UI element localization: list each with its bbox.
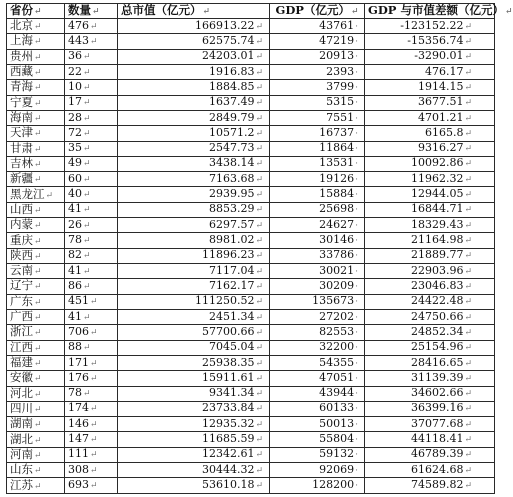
cell-diff: 11962.32↵ (365, 172, 495, 187)
cell-gdp: 43944· (270, 386, 365, 401)
cell-market-cap: 9341.34↵ (118, 386, 270, 401)
cell-count: 111↵ (65, 447, 118, 462)
cell-market-cap: 25938.35↵ (118, 355, 270, 370)
cell-diff: 37077.68↵ (365, 417, 495, 432)
cell-market-cap: 7117.04↵ (118, 264, 270, 279)
cell-count: 49↵ (65, 156, 118, 171)
cell-gdp: 13531· (270, 156, 365, 171)
cell-diff: 25154.96↵ (365, 340, 495, 355)
cell-market-cap: 53610.18↵ (118, 478, 270, 494)
cell-diff: 21889.77↵ (365, 248, 495, 263)
cell-market-cap: 24203.01↵ (118, 49, 270, 64)
cell-count: 171↵ (65, 355, 118, 370)
cell-market-cap: 8853.29↵ (118, 202, 270, 217)
cell-count: 35↵ (65, 141, 118, 156)
cell-diff: 36399.16↵ (365, 401, 495, 416)
cell-diff: 6165.8↵ (365, 126, 495, 141)
table-header-row (7, 4, 495, 19)
table-row (7, 80, 495, 95)
table-row (7, 309, 495, 324)
header-gdp: GDP（亿元）↵ (270, 4, 365, 19)
cell-diff: 28416.65↵ (365, 355, 495, 370)
cell-province: 河北↵ (7, 386, 65, 401)
cell-count: 41↵ (65, 202, 118, 217)
cell-province: 上海↵ (7, 34, 65, 49)
cell-diff: 21164.98↵ (365, 233, 495, 248)
cell-gdp: 128200· (270, 478, 365, 494)
cell-market-cap: 3438.14↵ (118, 156, 270, 171)
table-row (7, 294, 495, 309)
header-market-cap: 总市值（亿元）↵ (118, 4, 270, 19)
cell-gdp: 47051· (270, 371, 365, 386)
cell-diff: 24750.66↵ (365, 309, 495, 324)
cell-gdp: 30021· (270, 264, 365, 279)
cell-market-cap: 166913.22↵ (118, 19, 270, 34)
cell-diff: 34602.66↵ (365, 386, 495, 401)
cell-count: 82↵ (65, 248, 118, 263)
cell-province: 新疆↵ (7, 172, 65, 187)
cell-count: 308↵ (65, 463, 118, 478)
cell-province: 湖北↵ (7, 432, 65, 447)
cell-province: 云南↵ (7, 264, 65, 279)
cell-count: 147↵ (65, 432, 118, 447)
table-row (7, 248, 495, 263)
cell-gdp: 11864· (270, 141, 365, 156)
table-row (7, 447, 495, 462)
cell-count: 60↵ (65, 172, 118, 187)
cell-province: 广西↵ (7, 309, 65, 324)
cell-market-cap: 15911.61↵ (118, 371, 270, 386)
table-row (7, 355, 495, 370)
cell-gdp: 27202· (270, 309, 365, 324)
cell-gdp: 24627· (270, 218, 365, 233)
table-row (7, 218, 495, 233)
cell-gdp: 59132· (270, 447, 365, 462)
table-row (7, 233, 495, 248)
cell-gdp: 135673· (270, 294, 365, 309)
table-row (7, 110, 495, 125)
cell-gdp: 20913· (270, 49, 365, 64)
cell-count: 72↵ (65, 126, 118, 141)
cell-count: 146↵ (65, 417, 118, 432)
cell-market-cap: 10571.2↵ (118, 126, 270, 141)
cell-count: 476↵ (65, 19, 118, 34)
cell-gdp: 32200· (270, 340, 365, 355)
table-row (7, 19, 495, 34)
cell-market-cap: 2547.73↵ (118, 141, 270, 156)
cell-gdp: 60133· (270, 401, 365, 416)
cell-diff: 74589.82↵ (365, 478, 495, 494)
cell-count: 36↵ (65, 49, 118, 64)
cell-diff: 3677.51↵ (365, 95, 495, 110)
cell-diff: 22903.96↵ (365, 264, 495, 279)
cell-market-cap: 2451.34↵ (118, 309, 270, 324)
cell-province: 北京↵ (7, 19, 65, 34)
cell-province: 甘肃↵ (7, 141, 65, 156)
cell-count: 41↵ (65, 309, 118, 324)
cell-gdp: 30209· (270, 279, 365, 294)
cell-market-cap: 62575.74↵ (118, 34, 270, 49)
cell-market-cap: 11685.59↵ (118, 432, 270, 447)
cell-market-cap: 30444.32↵ (118, 463, 270, 478)
table-row (7, 172, 495, 187)
table-row (7, 463, 495, 478)
cell-diff: 4701.21↵ (365, 110, 495, 125)
cell-market-cap: 7045.04↵ (118, 340, 270, 355)
cell-gdp: 19126· (270, 172, 365, 187)
cell-province: 陕西↵ (7, 248, 65, 263)
cell-count: 86↵ (65, 279, 118, 294)
cell-gdp: 92069· (270, 463, 365, 478)
table-row (7, 401, 495, 416)
cell-market-cap: 1637.49↵ (118, 95, 270, 110)
table-row (7, 202, 495, 217)
cell-gdp: 5315· (270, 95, 365, 110)
cell-gdp: 25698· (270, 202, 365, 217)
table-row (7, 49, 495, 64)
cell-gdp: 82553· (270, 325, 365, 340)
cell-province: 湖南↵ (7, 417, 65, 432)
table-row (7, 478, 495, 494)
header-province: 省份↵ (7, 4, 65, 19)
cell-province: 内蒙↵ (7, 218, 65, 233)
cell-market-cap: 11896.23↵ (118, 248, 270, 263)
cell-province: 福建↵ (7, 355, 65, 370)
table-row (7, 417, 495, 432)
table-row (7, 264, 495, 279)
table-row (7, 325, 495, 340)
cell-count: 41↵ (65, 264, 118, 279)
table-row (7, 279, 495, 294)
cell-market-cap: 1884.85↵ (118, 80, 270, 95)
cell-count: 88↵ (65, 340, 118, 355)
cell-diff: -123152.22↵ (365, 19, 495, 34)
cell-count: 443↵ (65, 34, 118, 49)
cell-province: 重庆↵ (7, 233, 65, 248)
cell-diff: 9316.27↵ (365, 141, 495, 156)
cell-gdp: 55804· (270, 432, 365, 447)
cell-province: 浙江↵ (7, 325, 65, 340)
cell-count: 451↵ (65, 294, 118, 309)
table-row (7, 386, 495, 401)
cell-count: 78↵ (65, 386, 118, 401)
province-market-cap-gdp-table (6, 3, 513, 494)
cell-count: 706↵ (65, 325, 118, 340)
cell-province: 青海↵ (7, 80, 65, 95)
cell-count: 10↵ (65, 80, 118, 95)
header-count: 数量↵ (65, 4, 118, 19)
cell-market-cap: 8981.02↵ (118, 233, 270, 248)
cell-province: 山东↵ (7, 463, 65, 478)
cell-gdp: 50013· (270, 417, 365, 432)
cell-province: 西藏↵ (7, 64, 65, 79)
cell-gdp: 3799· (270, 80, 365, 95)
cell-diff: 476.17↵ (365, 64, 495, 79)
cell-province: 宁夏↵ (7, 95, 65, 110)
cell-market-cap: 57700.66↵ (118, 325, 270, 340)
cell-count: 174↵ (65, 401, 118, 416)
cell-diff: 24852.34↵ (365, 325, 495, 340)
table-row (7, 371, 495, 386)
cell-gdp: 33786· (270, 248, 365, 263)
cell-province: 江苏↵ (7, 478, 65, 494)
cell-province: 河南↵ (7, 447, 65, 462)
cell-province: 贵州↵ (7, 49, 65, 64)
cell-gdp: 16737· (270, 126, 365, 141)
cell-count: 22↵ (65, 64, 118, 79)
table-body (7, 19, 495, 494)
cell-market-cap: 12935.32↵ (118, 417, 270, 432)
cell-gdp: 43761· (270, 19, 365, 34)
cell-gdp: 47219· (270, 34, 365, 49)
cell-gdp: 15884· (270, 187, 365, 202)
cell-market-cap: 23733.84↵ (118, 401, 270, 416)
cell-province: 天津↵ (7, 126, 65, 141)
cell-diff: 23046.83↵ (365, 279, 495, 294)
cell-province: 四川↵ (7, 401, 65, 416)
cell-market-cap: 1916.83↵ (118, 64, 270, 79)
cell-gdp: 30146· (270, 233, 365, 248)
cell-market-cap: 12342.61↵ (118, 447, 270, 462)
cell-diff: 18329.43↵ (365, 218, 495, 233)
cell-diff: 44118.41↵ (365, 432, 495, 447)
cell-diff: 10092.86↵ (365, 156, 495, 171)
cell-gdp: 7551· (270, 110, 365, 125)
cell-diff: 24422.48↵ (365, 294, 495, 309)
cell-count: 176↵ (65, 371, 118, 386)
table-row (7, 187, 495, 202)
cell-market-cap: 111250.52↵ (118, 294, 270, 309)
cell-province: 辽宁↵ (7, 279, 65, 294)
cell-gdp: 2393· (270, 64, 365, 79)
cell-market-cap: 7162.17↵ (118, 279, 270, 294)
cell-market-cap: 2849.79↵ (118, 110, 270, 125)
cell-diff: 31139.39↵ (365, 371, 495, 386)
cell-gdp: 54355· (270, 355, 365, 370)
cell-diff: 61624.68↵ (365, 463, 495, 478)
cell-province: 吉林↵ (7, 156, 65, 171)
cell-count: 28↵ (65, 110, 118, 125)
cell-diff: -3290.01↵ (365, 49, 495, 64)
cell-province: 江西↵ (7, 340, 65, 355)
cell-diff: 16844.71↵ (365, 202, 495, 217)
cell-count: 40↵ (65, 187, 118, 202)
cell-market-cap: 6297.57↵ (118, 218, 270, 233)
table-row (7, 141, 495, 156)
header-diff: GDP 与市值差额（亿元）↵ (365, 4, 495, 19)
table-row (7, 126, 495, 141)
table-row (7, 432, 495, 447)
cell-province: 安徽↵ (7, 371, 65, 386)
cell-province: 山西↵ (7, 202, 65, 217)
cell-province: 广东↵ (7, 294, 65, 309)
table-row (7, 34, 495, 49)
cell-diff: 1914.15↵ (365, 80, 495, 95)
cell-count: 78↵ (65, 233, 118, 248)
cell-province: 黑龙江↵ (7, 187, 65, 202)
table-row (7, 95, 495, 110)
table-row (7, 340, 495, 355)
cell-count: 26↵ (65, 218, 118, 233)
table-row (7, 64, 495, 79)
cell-province: 海南↵ (7, 110, 65, 125)
cell-diff: 46789.39↵ (365, 447, 495, 462)
cell-diff: 12944.05↵ (365, 187, 495, 202)
cell-count: 17↵ (65, 95, 118, 110)
cell-market-cap: 2939.95↵ (118, 187, 270, 202)
cell-count: 693↵ (65, 478, 118, 494)
cell-diff: -15356.74↵ (365, 34, 495, 49)
table-row (7, 156, 495, 171)
cell-market-cap: 7163.68↵ (118, 172, 270, 187)
